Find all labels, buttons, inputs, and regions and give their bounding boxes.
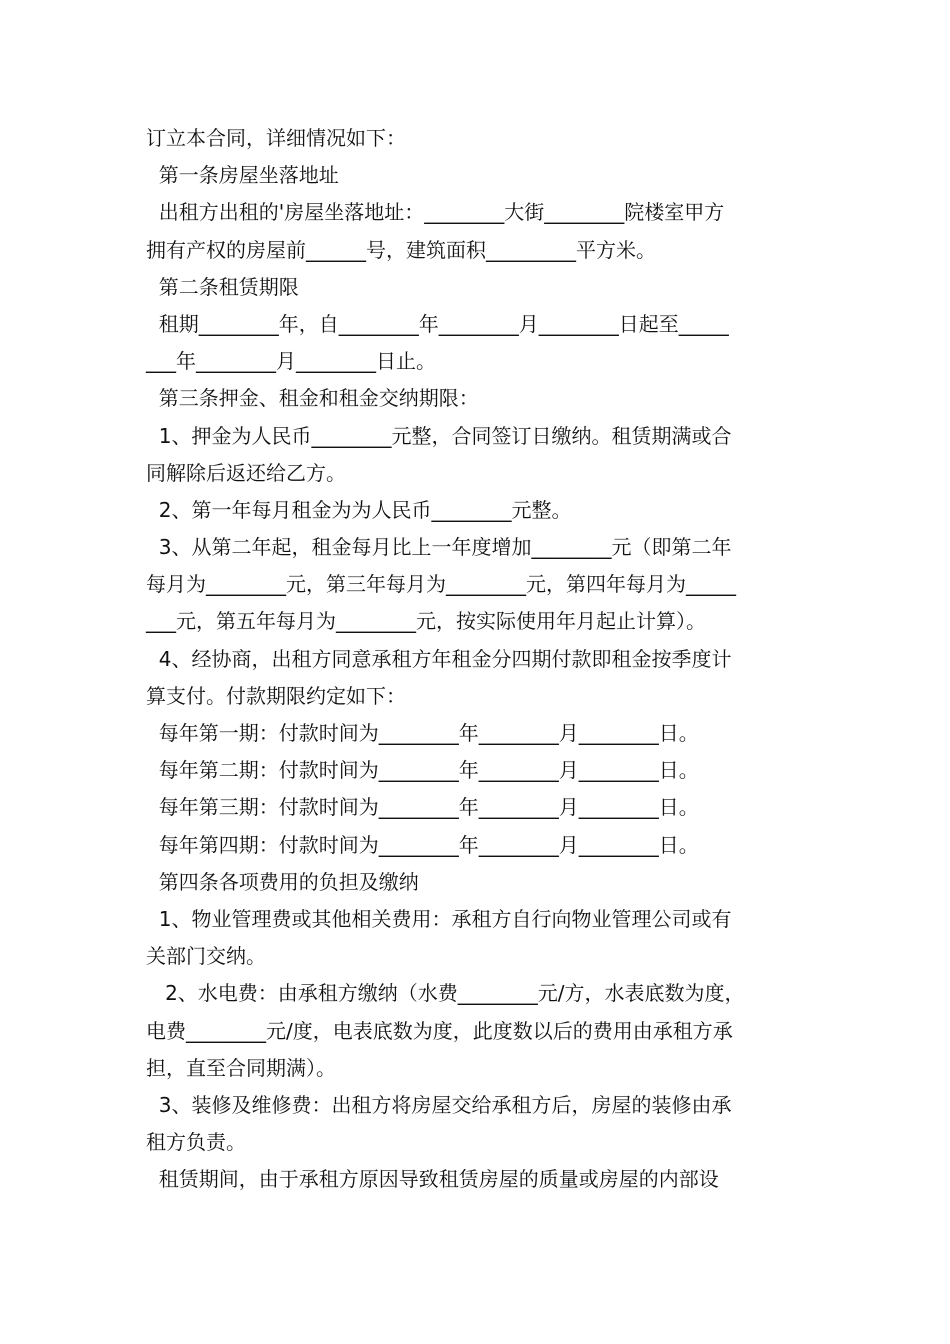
text-line: 每月为________元，第三年每月为________元，第四年每月为_____	[146, 572, 736, 597]
section-heading: 第二条租赁期限	[146, 274, 299, 299]
text-line: 2、水电费：由承租方缴纳（水费________元/方，水表底数为度，	[146, 981, 745, 1006]
payment-line: 每年第一期：付款时间为________年________月________日。	[146, 721, 699, 745]
text-line: 拥有产权的房屋前______号，建筑面积_________平方米。	[146, 237, 656, 262]
section-heading: 第四条各项费用的负担及缴纳	[146, 869, 419, 894]
text-line: 3、从第二年起，租金每月比上一年度增加________元（即第二年	[146, 535, 732, 560]
text-line: 订立本合同，详细情况如下：	[146, 126, 406, 150]
text-line: 3、装修及维修费：出租方将房屋交给承租方后，房屋的装修由承	[146, 1092, 732, 1117]
text-line: 1、押金为人民币________元整，合同签订日缴纳。租赁期满或合	[146, 423, 732, 448]
text-line: 2、第一年每月租金为为人民币________元整。	[146, 497, 572, 522]
text-line: 租方负责。	[146, 1130, 246, 1155]
text-line: 担，直至合同期满）。	[146, 1055, 336, 1080]
text-line: 租期________年，自________年________月________日起至_____	[146, 311, 729, 336]
document-body	[146, 120, 816, 1198]
text-line: 电费________元/度，电表底数为度，此度数以后的费用由承租方承	[146, 1018, 733, 1043]
payment-line: 每年第三期：付款时间为________年________月________日。	[146, 795, 699, 820]
payment-line: 每年第二期：付款时间为________年________月________日。	[146, 758, 699, 783]
payment-line: 每年第四期：付款时间为________年________月________日。	[146, 832, 699, 857]
text-line: 算支付。付款期限约定如下：	[146, 683, 406, 708]
text-line: 1、物业管理费或其他相关费用：承租方自行向物业管理公司或有	[146, 906, 732, 931]
text-line: 同解除后返还给乙方。	[146, 460, 346, 485]
text-line: 关部门交纳。	[146, 944, 266, 969]
text-line: ___元，第五年每月为________元，按实际使用年月起止计算）。	[146, 609, 706, 634]
text-line: ___年________月________日止。	[146, 349, 436, 374]
text-line: 出租方出租的'房屋坐落地址：________大街________院楼室甲方	[146, 200, 725, 225]
section-heading: 第三条押金、租金和租金交纳期限：	[146, 386, 479, 411]
section-heading: 第一条房屋坐落地址	[146, 163, 339, 188]
text-line: 租赁期间，由于承租方原因导致租赁房屋的质量或房屋的内部设	[146, 1167, 719, 1192]
text-line: 4、经协商，出租方同意承租方年租金分四期付款即租金按季度计	[146, 646, 732, 671]
